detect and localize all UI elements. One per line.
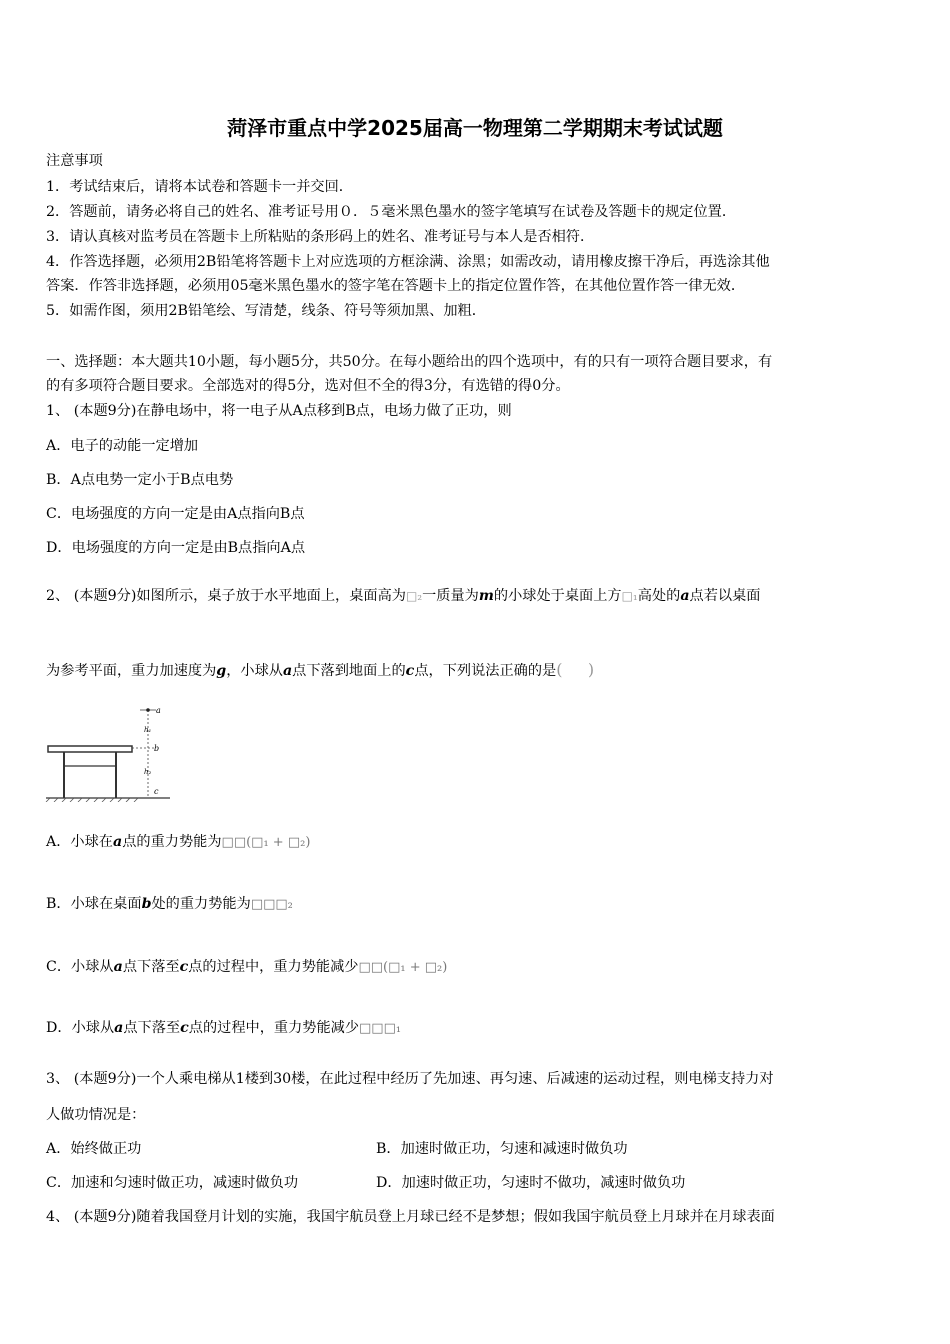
option-text: 点的过程中，重力势能减少 (188, 1020, 360, 1036)
option-text: D．小球从 (46, 1020, 115, 1036)
stem-text: 2、 (本题9分)如图所示，桌子放于水平地面上，桌面高为 (46, 588, 406, 604)
table-figure (44, 702, 174, 802)
option-text: A．小球在 (46, 834, 113, 850)
section-instructions: 的有多项符合题目要求。全部选对的得5分，选对但不全的得3分，有选错的得0分。 (46, 378, 570, 394)
question-1-option-c: C．电场强度的方向一定是由A点指向B点 (46, 506, 305, 522)
question-3-option-a: A．始终做正功 (46, 1141, 142, 1157)
option-text: 点下落至 (122, 959, 180, 975)
notice-item: 5．如需作图，须用2B铅笔绘、写清楚，线条、符号等须加黑、加粗． (46, 303, 486, 319)
question-3-option-d: D．加速时做正功，匀速时不做功，减速时做负功 (376, 1175, 686, 1191)
option-text: 点下落至 (123, 1020, 181, 1036)
point-a (146, 708, 150, 712)
table-top (48, 746, 132, 752)
question-2-option-b (46, 894, 293, 915)
label-c: c (154, 787, 159, 796)
option-formula: □□(□₁ + □₂) (358, 960, 448, 975)
question-2-option-c (46, 957, 447, 978)
notice-item: 4．作答选择题，必须用2B铅笔将答题卡上对应选项的方框涂满、涂黑；如需改动，请用橡皮擦干净后，再选涂其他 (46, 254, 770, 270)
answer-bracket: ( ) (556, 660, 595, 679)
question-3-stem: 人做功情况是： (46, 1107, 146, 1123)
question-1-option-d: D．电场强度的方向一定是由B点指向A点 (46, 540, 306, 556)
question-1-option-a: A．电子的动能一定增加 (46, 438, 199, 454)
stem-text: 点，下列说法正确的是 (414, 663, 557, 679)
option-text: B．小球在桌面 (46, 896, 142, 912)
question-4-stem: 4、 (本题9分)随着我国登月计划的实施，我国宇航员登上月球已经不是梦想；假如我国宇航员登上月球并在月球表面 (46, 1209, 775, 1225)
question-2-option-a (46, 832, 310, 853)
stem-text: 为参考平面，重力加速度为 (46, 663, 217, 679)
option-var: c (180, 1020, 189, 1036)
option-var: c (179, 959, 189, 975)
formula-placeholder: □₂ (405, 589, 423, 603)
option-text: 点的过程中，重力势能减少 (188, 959, 359, 975)
question-3-option-b: B．加速时做正功，匀速和减速时做负功 (376, 1141, 628, 1157)
notice-item: 3．请认真核对监考员在答题卡上所粘贴的条形码上的姓名、准考证号与本人是否相符． (46, 229, 595, 245)
question-2-option-d (46, 1018, 401, 1039)
option-formula: □□□₂ (250, 897, 293, 912)
option-var: a (114, 1020, 124, 1036)
formula-placeholder: □₁ (621, 589, 638, 603)
stem-text: 点下落到地面上的 (292, 663, 406, 679)
option-text: 点的重力势能为 (122, 834, 222, 850)
notice-item: 1．考试结束后，请将本试卷和答题卡一并交回． (46, 179, 353, 195)
stem-text: ，小球从 (226, 663, 283, 679)
question-1-stem: 1、 (本题9分)在静电场中，将一电子从A点移到B点，电场力做了正功，则 (46, 403, 512, 419)
question-2-stem-line1 (46, 586, 760, 606)
label-h2: h₂ (144, 768, 152, 776)
stem-text: 高处的 (637, 588, 681, 604)
var-m: m (478, 588, 494, 604)
var-a: a (282, 663, 293, 679)
exam-title: 菏泽市重点中学2025届高一物理第二学期期末考试试题 (227, 116, 723, 140)
var-c: c (405, 663, 415, 679)
stem-text: 一质量为 (422, 588, 479, 604)
option-text: C．小球从 (46, 959, 114, 975)
stem-text: 点若以桌面 (689, 588, 761, 604)
option-formula: □□(□₁ + □₂) (221, 835, 311, 850)
question-1-option-b: B．A点电势一定小于B点电势 (46, 472, 234, 488)
var-a: a (680, 588, 690, 604)
var-g: g (216, 663, 227, 679)
option-var: a (113, 834, 123, 850)
option-var: a (113, 959, 123, 975)
option-text: 处的重力势能为 (151, 896, 251, 912)
question-3-stem: 3、 (本题9分)一个人乘电梯从1楼到30楼，在此过程中经历了先加速、再匀速、后减速的运动过程，则电梯支持力对 (46, 1071, 774, 1087)
label-h1: h₁ (144, 726, 152, 734)
option-var: b (141, 896, 152, 912)
notice-item: 答案．作答非选择题，必须用05毫米黑色墨水的签字笔在答题卡上的指定位置作答，在其他位置作答一律无效． (46, 278, 746, 294)
question-2-stem-line2 (46, 660, 594, 681)
question-3-option-c: C．加速和匀速时做正功，减速时做负功 (46, 1175, 299, 1191)
notice-item: 2．答题前，请务必将自己的姓名、准考证号用０．５毫米黑色墨水的签字笔填写在试卷及答题卡的规定位置． (46, 204, 737, 220)
section-instructions: 一、选择题：本大题共10小题，每小题5分，共50分。在每小题给出的四个选项中，有的只有一项符合题目要求，有 (46, 354, 773, 370)
notice-heading: 注意事项 (46, 153, 103, 169)
label-a: a (156, 706, 161, 715)
stem-text: 的小球处于桌面上方 (493, 588, 622, 604)
option-formula: □□□₁ (359, 1021, 402, 1036)
label-b: b (154, 744, 160, 753)
